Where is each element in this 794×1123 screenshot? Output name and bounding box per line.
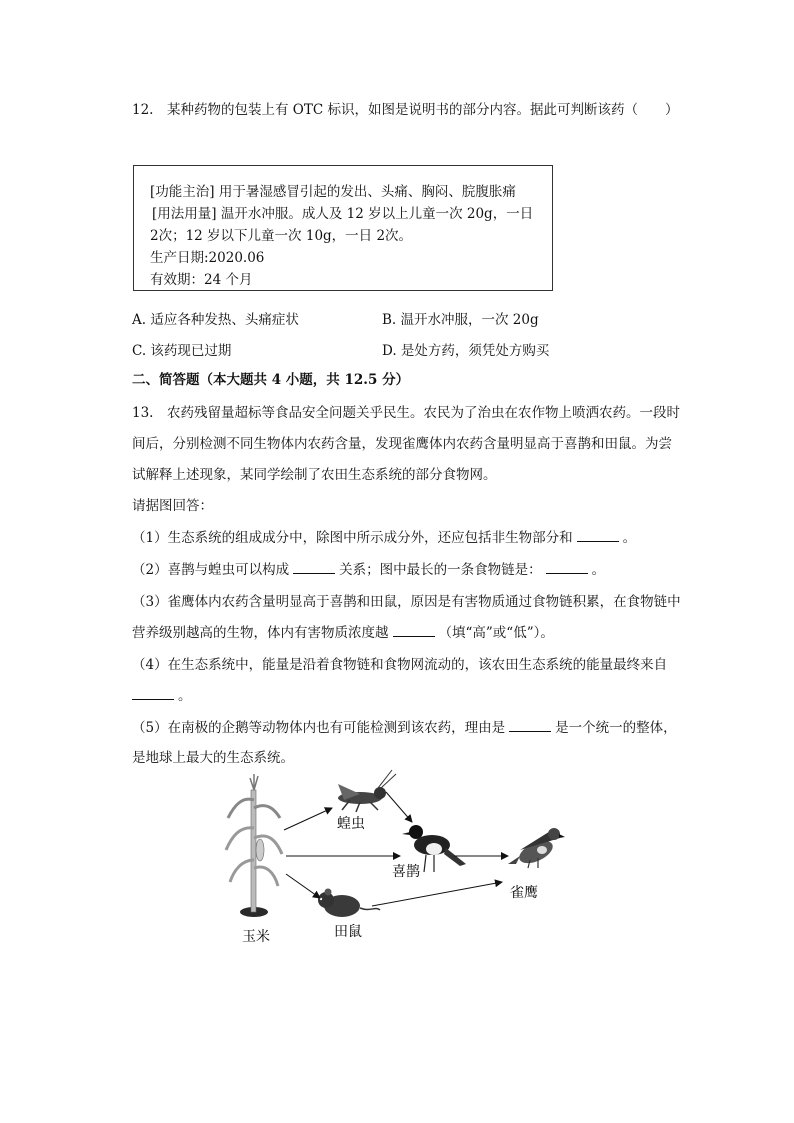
q13-para-2: 间后，分别检测不同生物体内农药含量，发现雀鹰体内农药含量明显高于喜鹊和田鼠。为尝 [132, 436, 672, 452]
q13-sub-1-text: （1）生态系统的组成成分中，除图中所示成分外，还应包括非生物部分和 [132, 530, 573, 546]
food-web-diagram [220, 760, 580, 950]
box-line-production-date: 生产日期:2020.06 [150, 250, 265, 266]
q13-para-4: 请据图回答： [132, 498, 213, 514]
medicine-instructions-box [133, 165, 553, 291]
q13-para-3: 试解释上述现象，某同学绘制了农田生态系统的部分食物网。 [132, 467, 497, 483]
q13-sub-3-line-1: （3）雀鹰体内农药含量明显高于喜鹊和田鼠，原因是有害物质通过食物链积累，在食物链中 [132, 594, 681, 610]
q13-sub-4-line-1: （4）在生态系统中，能量是沿着食物链和食物网流动的，该农田生态系统的能量最终来自 [132, 657, 668, 673]
q13-sub-5-mid: 是一个统一的整体， [555, 720, 677, 736]
arrow-mouse-to-hawk [372, 882, 502, 906]
q13-sub-2-mid: 关系；图中最长的一条食物链是： [339, 562, 542, 578]
mouse-label: 田鼠 [334, 924, 362, 940]
answer-blank[interactable] [509, 719, 551, 732]
q13-para-1: 13. 农药残留量超标等食品安全问题关乎民生。农民为了治虫在农作物上喷洒农药。一段时 [132, 405, 680, 421]
answer-blank[interactable] [393, 624, 435, 637]
question-12-stem: 12. 某种药物的包装上有 OTC 标识，如图是说明书的部分内容。据此可判断该药（ ） [132, 102, 679, 118]
q13-sub-1-end: 。 [622, 530, 637, 546]
locust-image [338, 770, 396, 812]
q13-sub-5-text: （5）在南极的企鹅等动物体内也有可能检测到该农药，理由是 [132, 720, 506, 736]
option-d: D. 是处方药，须凭处方购买 [382, 343, 550, 359]
answer-blank[interactable] [577, 529, 619, 542]
hawk-image [508, 828, 565, 868]
section-title: 二、简答题（本大题共 4 小题，共 12.5 分） [132, 372, 410, 388]
box-line-usage-cont: 2次；12 岁以下儿童一次 10g，一日 2次。 [150, 228, 413, 244]
hawk-label: 雀鹰 [510, 885, 538, 901]
q13-sub-2 [132, 560, 702, 580]
box-line-usage: [用法用量] 温开水冲服。成人及 12 岁以上儿童一次 20g，一日 [152, 206, 534, 222]
arrow-corn-to-locust [284, 808, 332, 830]
answer-blank[interactable] [546, 561, 588, 574]
q13-sub-3-end: （填“高”或“低”）。 [438, 625, 554, 641]
magpie-label: 喜鹊 [392, 864, 420, 880]
mouse-image [318, 889, 380, 918]
q13-sub-1 [132, 528, 702, 548]
q13-sub-5-line-1 [132, 718, 702, 738]
answer-blank[interactable] [132, 687, 174, 700]
corn-image [226, 774, 282, 917]
arrow-corn-to-mouse [286, 874, 320, 898]
arrow-locust-to-magpie [386, 792, 412, 822]
q13-sub-4-line-2 [132, 686, 702, 706]
q13-sub-4-end: 。 [178, 688, 192, 704]
q13-sub-2-text: （2）喜鹊与蝗虫可以构成 [132, 562, 290, 578]
q13-sub-3-text: 营养级别越高的生物，体内有害物质浓度越 [132, 625, 389, 641]
answer-blank[interactable] [293, 561, 335, 574]
q13-sub-5-line-2: 是地球上最大的生态系统。 [132, 750, 294, 766]
corn-label: 玉米 [242, 929, 270, 945]
option-a: A. 适应各种发热、头痛症状 [132, 312, 299, 328]
option-b: B. 温开水冲服，一次 20g [382, 312, 539, 328]
q13-sub-3-line-2 [132, 623, 702, 643]
locust-label: 蝗虫 [337, 816, 365, 832]
box-line-indications: [功能主治] 用于暑湿感冒引起的发出、头痛、胸闷、脘腹胀痛 [150, 184, 516, 200]
option-c: C. 该药现已过期 [132, 343, 232, 359]
q13-sub-2-end: 。 [591, 562, 606, 578]
box-line-validity: 有效期：24 个月 [150, 272, 253, 288]
